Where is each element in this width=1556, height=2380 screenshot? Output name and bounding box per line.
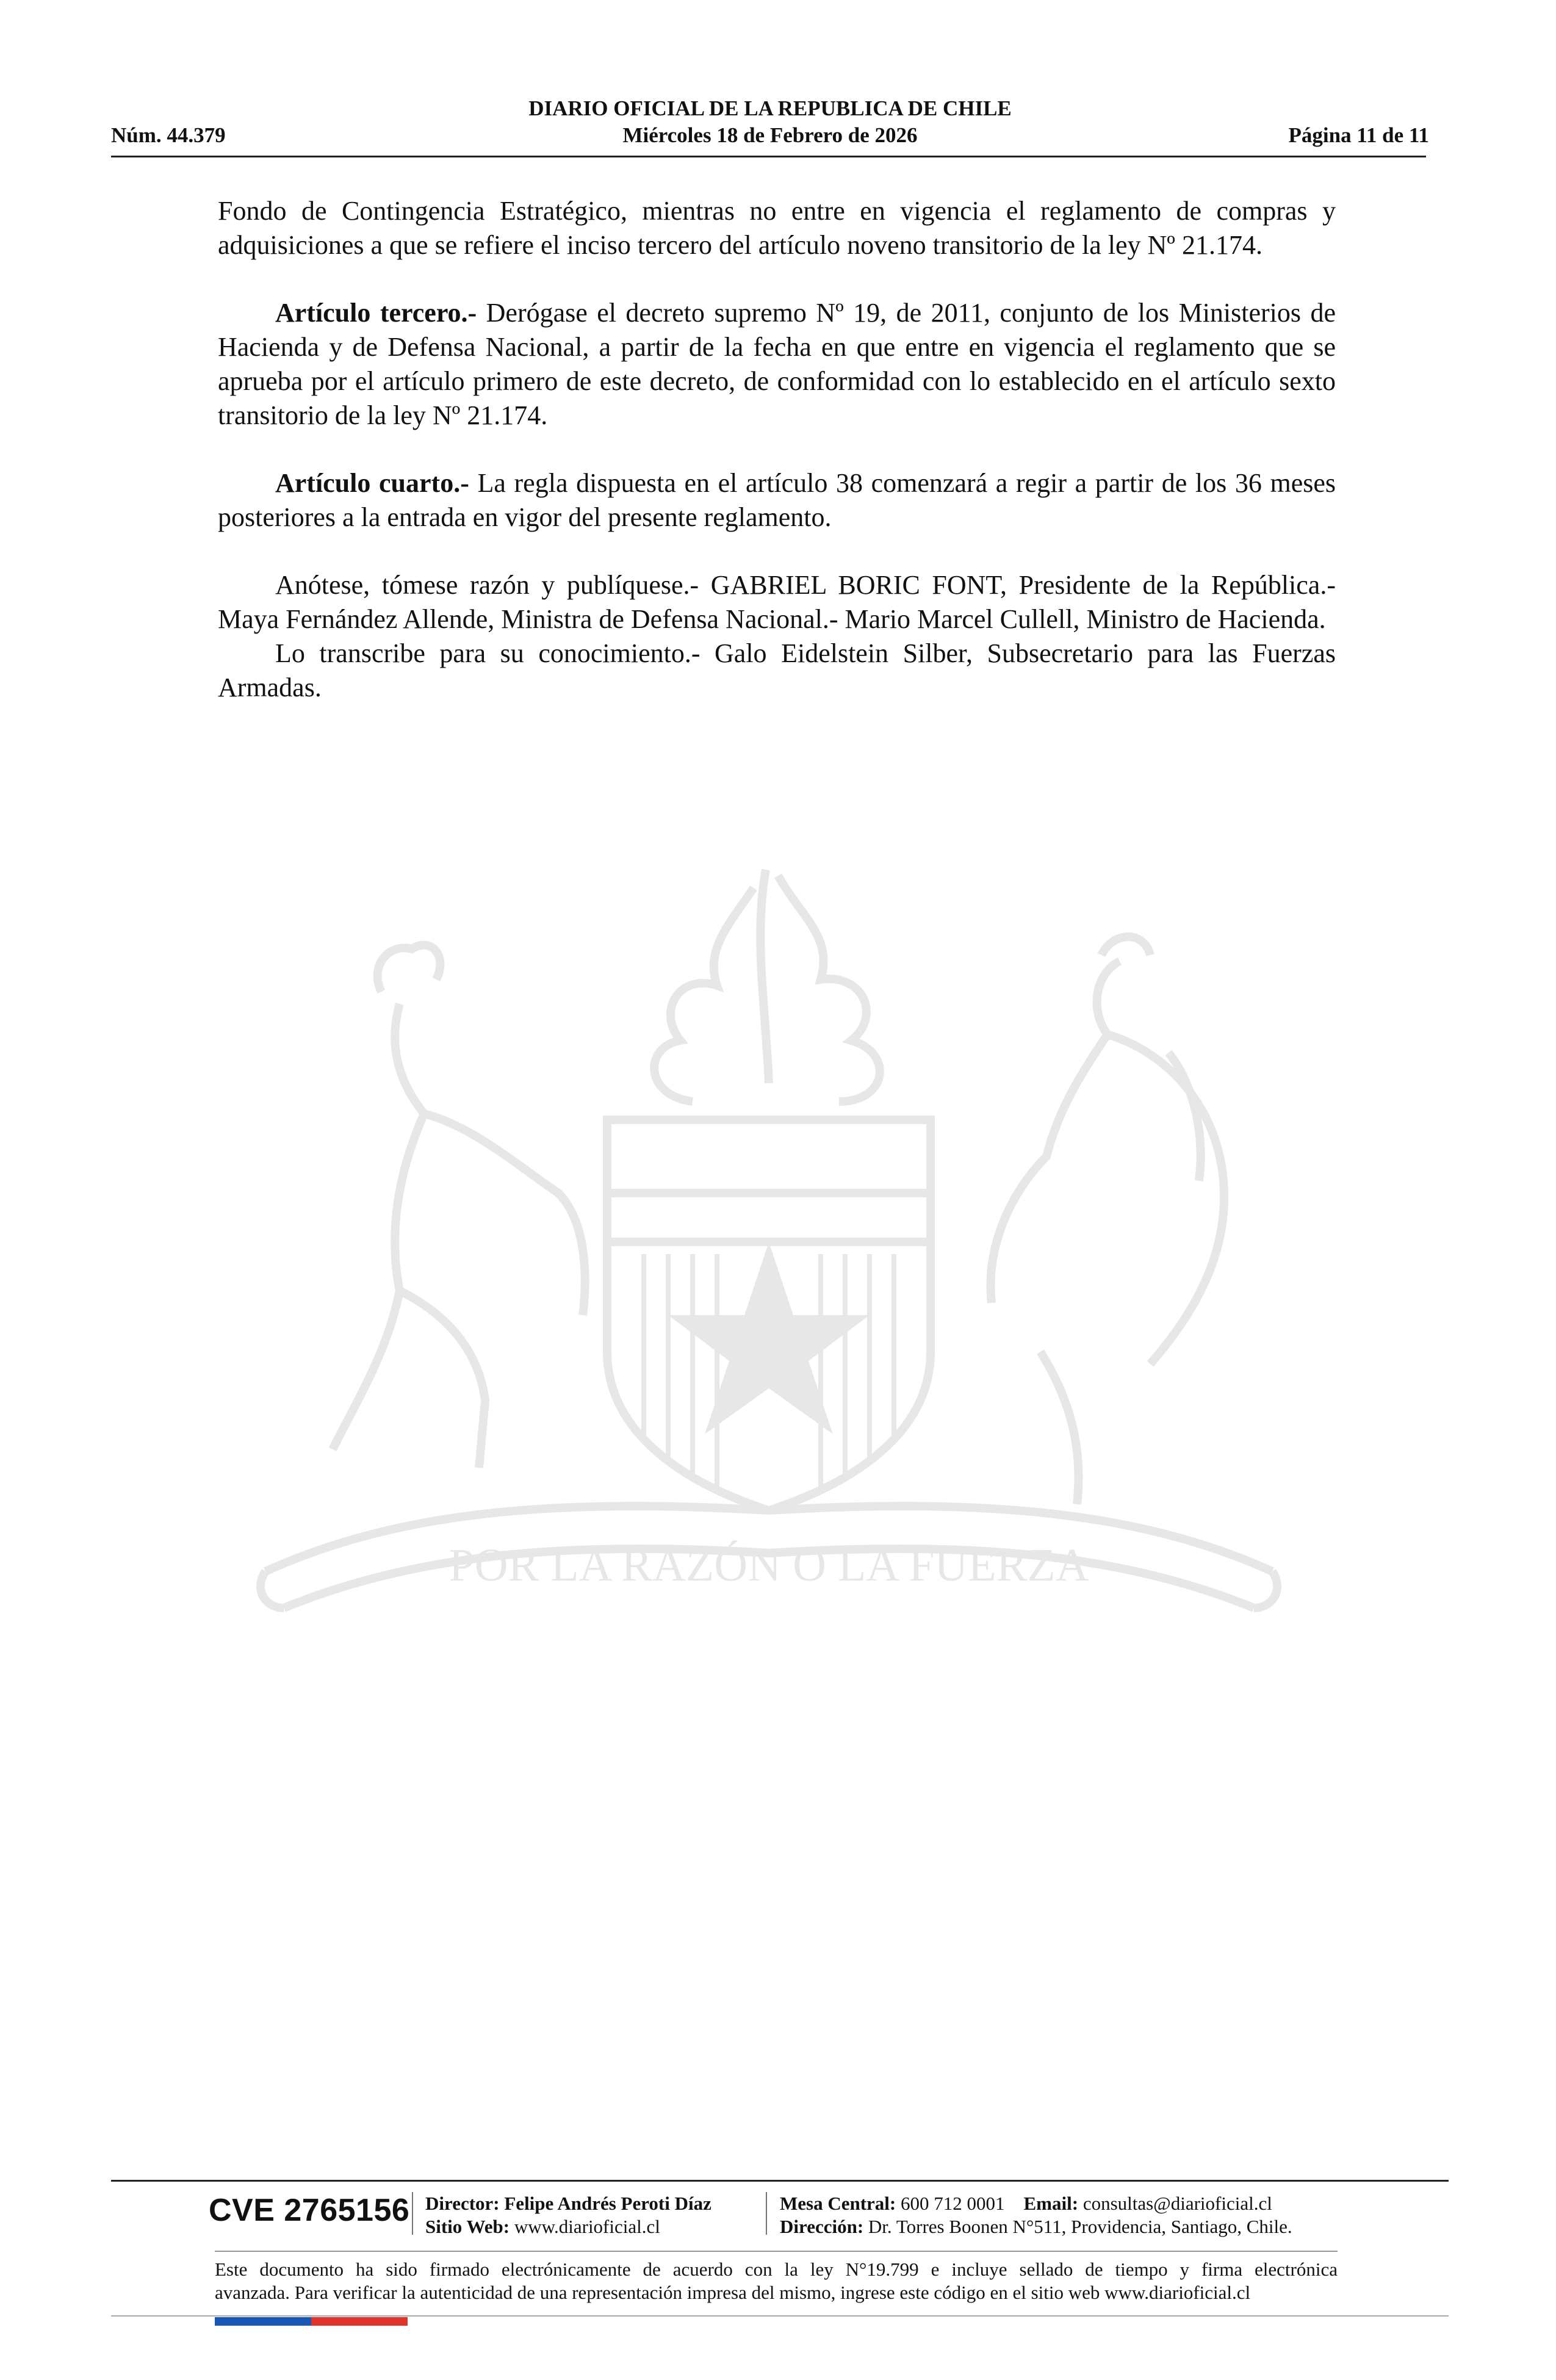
- paragraph-articulo-cuarto: [218, 466, 1336, 535]
- phone-number: 600 712 0001: [901, 2193, 1005, 2214]
- paragraph-continuation: Fondo de Contingencia Estratégico, mientras no entre en vigencia el reglamento de compras y adquisiciones a que se refiere el inciso tercero del artículo noveno transitorio de la ley Nº 21.174.: [218, 196, 1336, 260]
- footer-bottom-divider: [111, 2315, 1449, 2317]
- paragraph-signatures: Anótese, tómese razón y publíquese.- GABRIEL BORIC FONT, Presidente de la República.- Maya Fernández Allende, Ministra de Defensa Nacional.- Mario Marcel Cullell, Ministro de Hacienda.: [218, 570, 1336, 634]
- footer-separator: [766, 2192, 767, 2235]
- web-link[interactable]: www.diarioficial.cl: [514, 2216, 660, 2237]
- page-indicator: Página 11 de 11: [1288, 123, 1429, 147]
- footer-divider: [111, 2180, 1449, 2182]
- watermark-motto: POR LA RAZÓN O LA FUERZA: [448, 1540, 1089, 1591]
- email-label: Email:: [1023, 2193, 1079, 2214]
- document-body: [218, 194, 1336, 705]
- chile-coat-of-arms-watermark: [217, 851, 1321, 1663]
- footer-contact-left: [425, 2192, 711, 2238]
- issue-number: Núm. 44.379: [111, 123, 226, 147]
- article-heading: Artículo cuarto.-: [275, 468, 469, 498]
- web-label: Sitio Web:: [425, 2216, 510, 2237]
- article-text: Derógase el decreto supremo Nº 19, de 2011, conjunto de los Ministerios de Hacienda y de Defensa Nacional, a partir de la fecha en que entre en vigencia el reglamento que se aprueba por el artículo primero de este decreto, de conformidad con lo establecido en el artículo sexto transitorio de la ley Nº 21.174.: [218, 298, 1336, 430]
- page-header: [111, 96, 1429, 164]
- director-label: Director:: [425, 2193, 500, 2214]
- address-value: Dr. Torres Boonen N°511, Providencia, Santiago, Chile.: [868, 2216, 1292, 2237]
- footer-separator: [412, 2192, 413, 2235]
- flag-blue-segment: [215, 2317, 311, 2326]
- issue-date: Miércoles 18 de Febrero de 2026: [622, 123, 918, 147]
- header-divider: [111, 156, 1426, 157]
- address-label: Dirección:: [780, 2216, 864, 2237]
- phone-label: Mesa Central:: [780, 2193, 896, 2214]
- cve-code: CVE 2765156: [209, 2193, 410, 2228]
- footer-inner-divider: [215, 2251, 1338, 2252]
- publication-title: DIARIO OFICIAL DE LA REPUBLICA DE CHILE: [528, 96, 1012, 120]
- signature-notice-line1: Este documento ha sido firmado electrónicamente de acuerdo con la ley N°19.799 e incluye sellado de tiempo y firma electrónica: [215, 2259, 1338, 2280]
- email-link[interactable]: consultas@diarioficial.cl: [1082, 2193, 1272, 2214]
- footer-contact-right: [780, 2192, 1292, 2238]
- article-text: La regla dispuesta en el artículo 38 comenzará a regir a partir de los 36 meses posteriores a la entrada en vigor del presente reglamento.: [218, 468, 1336, 532]
- flag-color-bar: [215, 2317, 408, 2326]
- paragraph-transcription: Lo transcribe para su conocimiento.- Galo Eidelstein Silber, Subsecretario para las Fuerzas Armadas.: [218, 638, 1336, 702]
- flag-red-segment: [311, 2317, 408, 2326]
- article-heading: Artículo tercero.-: [275, 298, 477, 328]
- signature-notice-line2: avanzada. Para verificar la autenticidad de una representación impresa del mismo, ingrese este código en el sitio web www.diarioficial.cl: [215, 2282, 1251, 2303]
- director-name: Felipe Andrés Peroti Díaz: [504, 2193, 711, 2214]
- paragraph-articulo-tercero: [218, 296, 1336, 433]
